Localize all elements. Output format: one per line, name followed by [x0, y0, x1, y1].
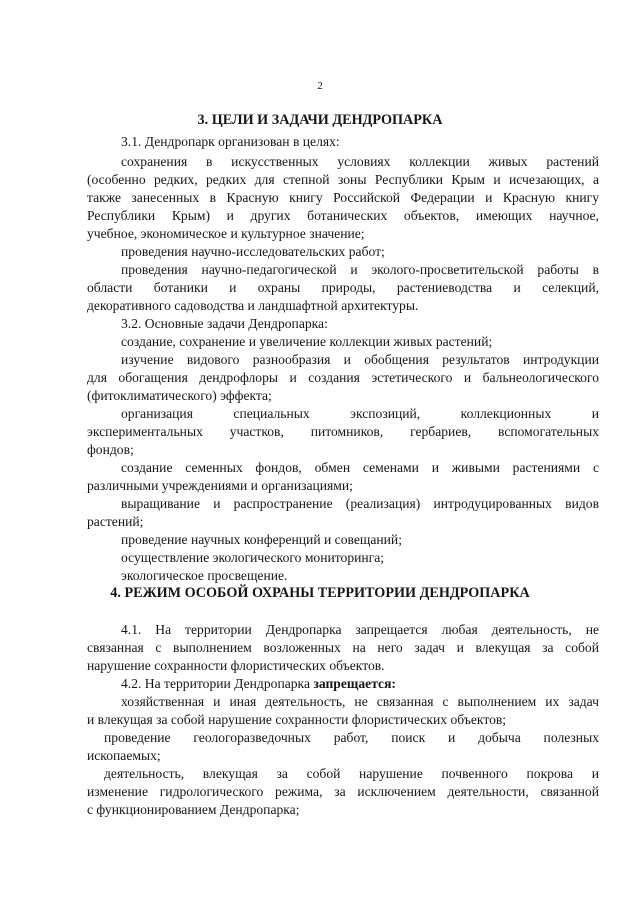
text-line: ископаемых;	[87, 748, 161, 763]
text-line: различными учреждениями и организациями;	[87, 478, 353, 493]
paragraph-4-1: 4.1. На территории Дендропарка запрещается любая деятельность, не	[121, 622, 599, 637]
text-line: с функционированием Дендропарка;	[87, 802, 300, 817]
text-line: экологическое просвещение.	[121, 568, 288, 583]
page-number: 2	[317, 80, 323, 92]
text-line: проведение геологоразведочных работ, поиск и добыча полезных	[104, 730, 599, 745]
text-line: фондов;	[87, 442, 134, 457]
text-line: сохранения в искусственных условиях коллекции живых растений	[121, 154, 599, 169]
text-line: создание семенных фондов, обмен семенами и живыми растениями с	[121, 460, 599, 475]
text-line: экспериментальных участков, питомников, гербариев, вспомогательных	[87, 424, 599, 439]
text-line: деятельность, влекущая за собой нарушение почвенного покрова и	[104, 766, 599, 781]
text-line: учебное, экономическое и культурное значение;	[87, 226, 365, 241]
section-3-heading: 3. ЦЕЛИ И ЗАДАЧИ ДЕНДРОПАРКА	[197, 112, 443, 128]
text-line: создание, сохранение и увеличение коллекции живых растений;	[121, 334, 493, 349]
text-line: организация специальных экспозиций, коллекционных и	[121, 406, 599, 421]
text-line: и влекущая за собой нарушение сохранности флористических объектов;	[87, 712, 507, 727]
text-line: (фитоклиматического) эффекта;	[87, 388, 272, 403]
text-line: связанная с выполнением возложенных на него задач и влекущая за собой	[87, 640, 599, 655]
paragraph-3-2: 3.2. Основные задачи Дендропарка:	[121, 316, 328, 331]
text-line: хозяйственная и иная деятельность, не связанная с выполнением их задач	[121, 694, 599, 709]
text-line: проведения научно-педагогической и эколого-просветительской работы в	[121, 262, 599, 277]
text-line: области ботаники и охраны природы, растениеводства и селекций,	[87, 280, 599, 295]
text-line: Республики Крым) и других ботанических объектов, имеющих научное,	[87, 208, 599, 223]
text-line: декоративного садоводства и ландшафтной архитектуры.	[87, 298, 419, 313]
text-line: изучение видового разнообразия и обобщения результатов интродукции	[121, 352, 599, 367]
text-line: нарушение сохранности флористических объектов.	[87, 658, 385, 673]
paragraph-4-2-lead: 4.2. На территории Дендропарка	[121, 676, 310, 691]
text-line: изменение гидрологического режима, за исключением деятельности, связанной	[87, 784, 599, 799]
prohibited-emphasis: запрещается:	[313, 676, 396, 691]
text-line: также занесенных в Красную книгу Российской Федерации и Красную книгу	[87, 190, 599, 205]
paragraph-4-2	[121, 675, 396, 693]
text-line: проведение научных конференций и совещаний;	[121, 532, 402, 547]
text-line: проведения научно-исследовательских работ;	[121, 244, 385, 259]
text-line: растений;	[87, 514, 144, 529]
paragraph-3-1: 3.1. Дендропарк организован в целях:	[121, 134, 340, 149]
text-line: (особенно редких, редких для степной зоны Республики Крым и исчезающих, а	[87, 172, 599, 187]
section-4-heading: 4. РЕЖИМ ОСОБОЙ ОХРАНЫ ТЕРРИТОРИИ ДЕНДРОПАРКА	[110, 585, 530, 601]
text-line: осуществление экологического мониторинга;	[121, 550, 385, 565]
text-line: выращивание и распространение (реализация) интродуцированных видов	[121, 496, 599, 511]
text-line: для обогащения дендрофлоры и создания эстетического и бальнеологического	[87, 370, 599, 385]
